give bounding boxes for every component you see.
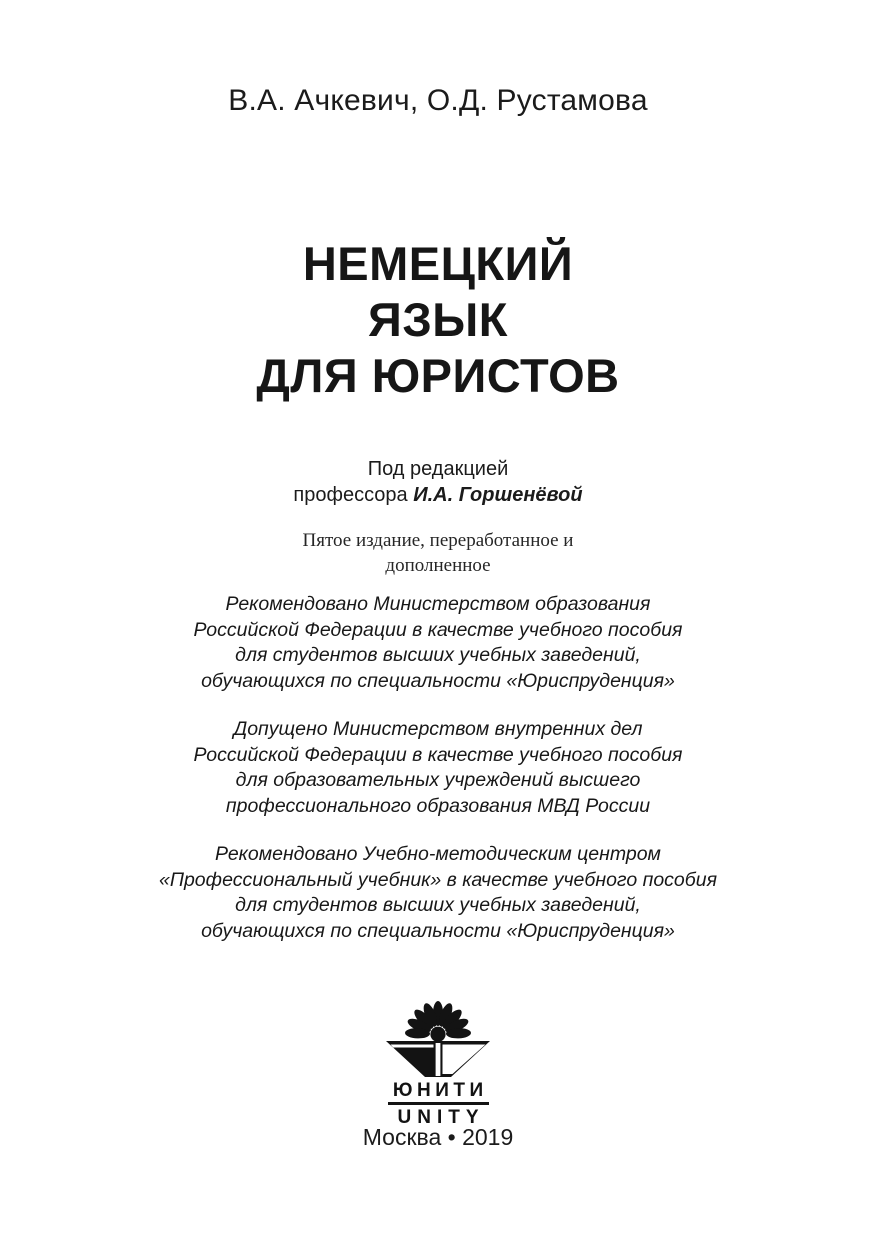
approval-line: Допущено Министерством внутренних дел — [233, 718, 643, 740]
edition-statement — [0, 528, 876, 578]
approval-statements — [0, 592, 876, 944]
unity-sunburst-book-icon — [384, 1000, 492, 1078]
title-line-1: НЕМЕЦКИЙ — [302, 237, 574, 290]
title-line-2: ЯЗЫК — [368, 293, 508, 346]
editor-name-line — [0, 482, 876, 508]
approval-line: Российской Федерации в качестве учебного пособия — [193, 743, 683, 766]
imprint-city-year: Москва • 2019 — [362, 1124, 514, 1150]
approval-line: обучающихся по специальности «Юриспруденция» — [201, 919, 675, 942]
approval-line: для образовательных учреждений высшего — [235, 769, 641, 791]
publisher-name-ru: ЮНИТИ — [392, 1080, 488, 1101]
editor-credit — [0, 456, 876, 508]
publisher-name-en: UNITY — [397, 1106, 485, 1128]
approval-line: обучающихся по специальности «Юриспруденция» — [201, 669, 675, 692]
book-title — [0, 236, 876, 404]
approval-line: профессионального образования МВД России — [225, 794, 651, 817]
editor-label: Под редакцией — [367, 458, 509, 480]
title-line-3: ДЛЯ ЮРИСТОВ — [256, 349, 620, 402]
editor-name: И.А. Горшенёвой — [413, 484, 583, 506]
editor-role: профессора — [293, 484, 414, 506]
wordmark-divider — [388, 1102, 489, 1105]
approval-line: Российской Федерации в качестве учебного пособия — [193, 618, 683, 641]
authors-line: В.А. Ачкевич, О.Д. Рустамова — [228, 84, 648, 117]
approval-block — [0, 842, 876, 944]
approval-line: для студентов высших учебных заведений, — [235, 894, 641, 916]
approval-line: «Профессиональный учебник» в качестве учебного пособия — [158, 868, 717, 891]
approval-line: для студентов высших учебных заведений, — [235, 644, 641, 666]
publisher-wordmark — [388, 1080, 489, 1128]
approval-block — [0, 717, 876, 819]
approval-line: Рекомендовано Министерством образования — [225, 593, 651, 615]
publisher-logo — [0, 1000, 876, 1128]
approval-line: Рекомендовано Учебно-методическим центром — [215, 843, 661, 865]
edition-line-1: Пятое издание, переработанное и — [302, 530, 574, 551]
edition-line-2: дополненное — [385, 555, 491, 576]
approval-block — [0, 592, 876, 694]
